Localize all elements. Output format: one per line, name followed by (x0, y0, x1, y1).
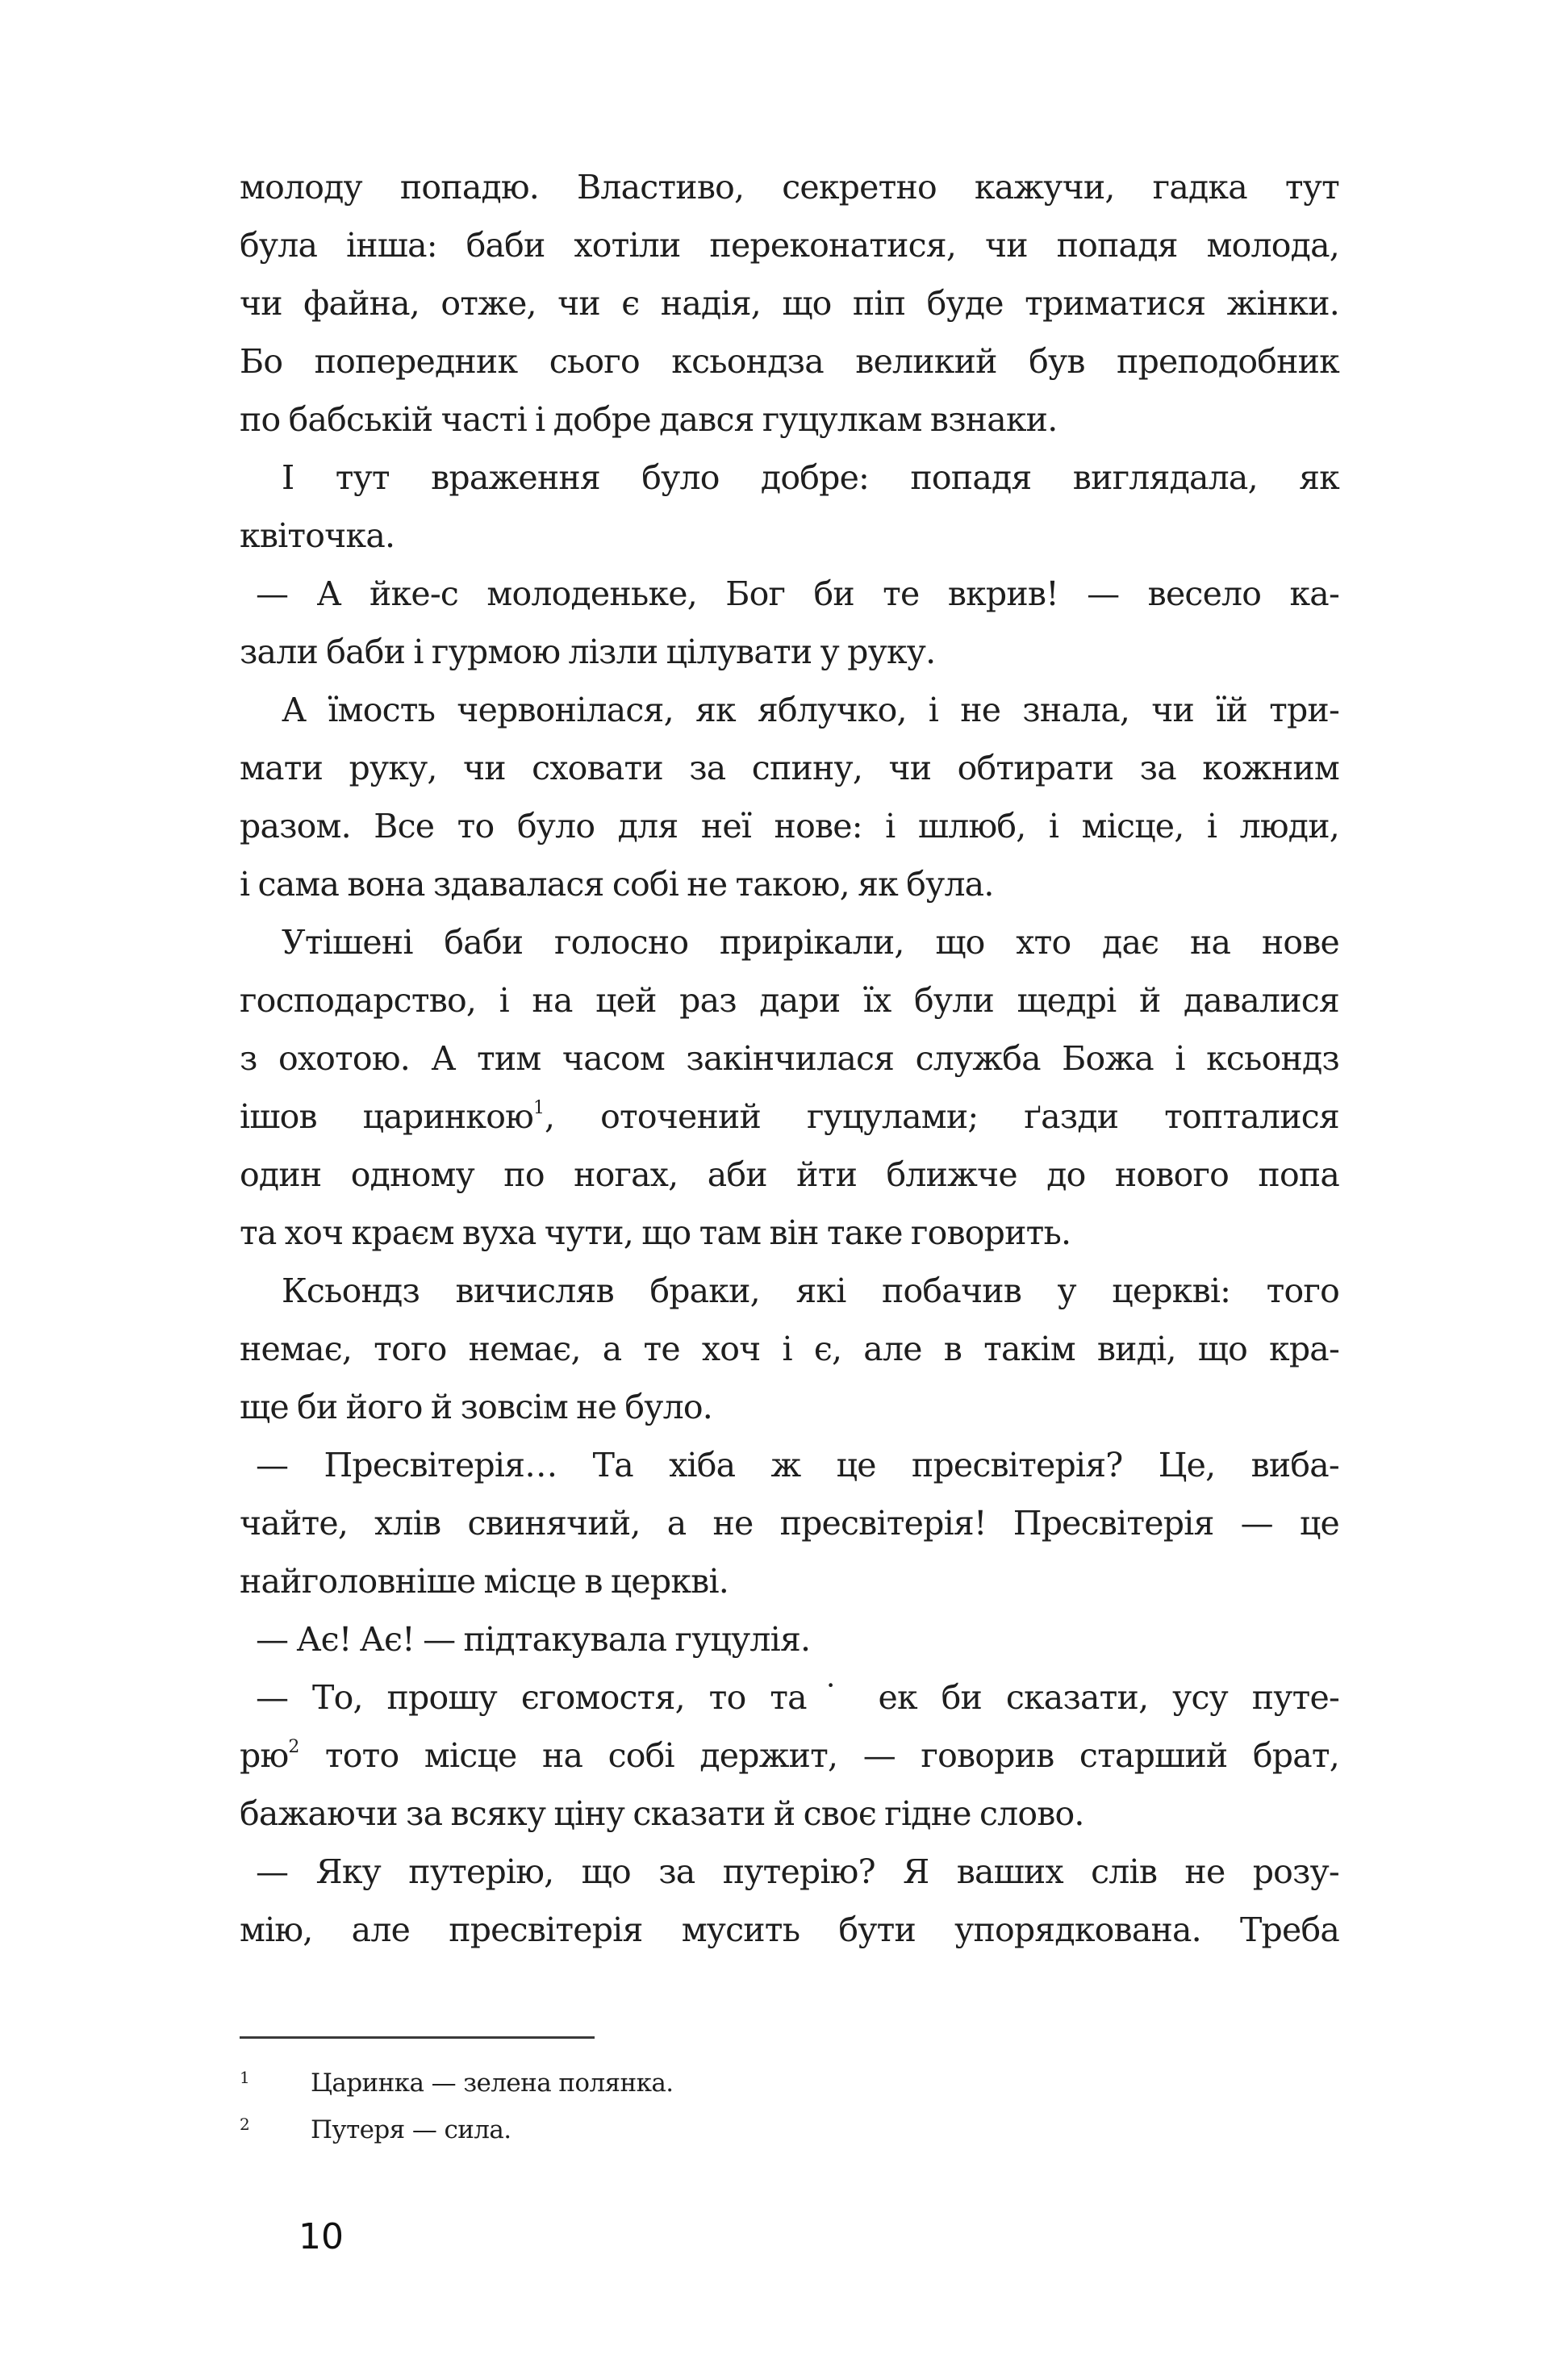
line-text: господарство, і на цей раз дари їх були щедрі й давалися (240, 981, 1339, 1020)
text-line (240, 1727, 1339, 1785)
text-line (240, 797, 1339, 855)
text-line (240, 507, 1339, 565)
text-line (240, 1378, 1339, 1436)
text-line (240, 216, 1339, 274)
text-line (240, 1494, 1339, 1552)
text-line (240, 1610, 1339, 1668)
line-text: чи файна, отже, чи є надія, що піп буде триматися жінки. (240, 284, 1339, 323)
line-text: молоду попадю. Властиво, секретно кажучи, гадка тут (240, 168, 1339, 207)
text-line (240, 1436, 1339, 1494)
line-text: А їмость червонілася, як яблучко, і не знала, чи їй три- (282, 691, 1339, 729)
line-text: — Пресвітерія… Та хіба ж це пресвітерія? Це, виба- (256, 1446, 1339, 1484)
line-text-continued: тото місце на собі держит, — говорив старший брат, (299, 1736, 1339, 1775)
footnote-reference: 1 (532, 1098, 545, 1118)
text-line (240, 565, 1339, 623)
line-text: найголовніше місце в церкві. (240, 1562, 729, 1601)
text-line (240, 1029, 1339, 1088)
line-text: рю (240, 1736, 289, 1775)
text-line (240, 449, 1339, 507)
line-text: по бабській часті і добре дався гуцулкам взнаки. (240, 400, 1058, 439)
footnote-text: Путеря — сила. (311, 2115, 511, 2144)
line-text: ішов царинкою (240, 1097, 533, 1136)
page-number: 10 (299, 2216, 344, 2257)
line-text: бажаючи за всяку ціну сказати й своє гідне слово. (240, 1794, 1084, 1833)
line-text: І тут враження було добре: попадя виглядала, як (282, 458, 1339, 497)
line-text: один одному по ногах, аби йти ближче до нового попа (240, 1155, 1339, 1194)
text-line (240, 1088, 1339, 1146)
line-text: чайте, хлів свинячий, а не пресвітерія! Пресвітерія — це (240, 1504, 1339, 1543)
line-text: квіточка. (240, 516, 395, 555)
line-text: була інша: баби хотіли переконатися, чи попадя молода, (240, 226, 1339, 265)
text-line (240, 1146, 1339, 1204)
footnote-2: 2 Путеря — сила. (240, 2115, 511, 2144)
text-line (240, 332, 1339, 390)
footnote-reference: 2 (288, 1737, 300, 1757)
line-text: — А йке-с молоденьке, Бог би те вкрив! — весело ка- (256, 574, 1339, 613)
footnote-1: 1 Царинка — зелена полянка. (240, 2068, 674, 2098)
line-text: Ксьондз вичисляв браки, які побачив у церкві: того (282, 1271, 1339, 1310)
body-text (240, 158, 1339, 1959)
text-line (240, 681, 1339, 739)
line-text: мати руку, чи сховати за спину, чи обтирати за кожним (240, 749, 1339, 787)
footnote-separator (240, 2036, 595, 2039)
text-line (240, 971, 1339, 1029)
line-text: — Яку путерію, що за путерію? Я ваших слів не розу- (256, 1852, 1339, 1891)
line-text: Утішені баби голосно прирікали, що хто дає на нове (282, 923, 1339, 962)
text-line (240, 274, 1339, 332)
footnote-text: Царинка — зелена полянка. (311, 2069, 674, 2098)
line-text: з охотою. А тим часом закінчилася служба Божа і ксьондз (240, 1039, 1339, 1078)
line-text-continued: , оточений гуцулами; ґазди топталися (544, 1097, 1339, 1136)
text-line (240, 1901, 1339, 1959)
text-line (240, 855, 1339, 913)
line-text: Бо попередник сього ксьондза великий був преподобник (240, 342, 1339, 381)
line-text: немає, того немає, а те хоч і є, але в такім виді, що кра- (240, 1330, 1339, 1368)
line-text: та хоч краєм вуха чути, що там він таке говорить. (240, 1213, 1071, 1252)
line-text: — Ає! Ає! — підтакувала гуцулія. (256, 1620, 811, 1659)
text-line (240, 1785, 1339, 1843)
text-line (240, 1204, 1339, 1262)
text-line (240, 1262, 1339, 1320)
text-line (240, 1552, 1339, 1610)
text-line (240, 158, 1339, 216)
line-text: і сама вона здавалася собі не такою, як була. (240, 865, 994, 904)
text-line (240, 623, 1339, 681)
line-text: разом. Все то було для неї нове: і шлюб, і місце, і люди, (240, 807, 1339, 846)
text-line (240, 1668, 1339, 1727)
text-line (240, 1843, 1339, 1901)
text-line (240, 739, 1339, 797)
line-text: ще би його й зовсім не було. (240, 1388, 712, 1426)
text-line (240, 913, 1339, 971)
line-text: зали баби і гурмою лізли цілувати у руку. (240, 633, 936, 671)
text-line (240, 1320, 1339, 1378)
line-text: — То, прошу єгомостя, то та˙ ек би сказати, усу путе- (256, 1678, 1339, 1717)
line-text: мію, але пресвітерія мусить бути упорядкована. Треба (240, 1910, 1339, 1949)
text-line (240, 390, 1339, 449)
